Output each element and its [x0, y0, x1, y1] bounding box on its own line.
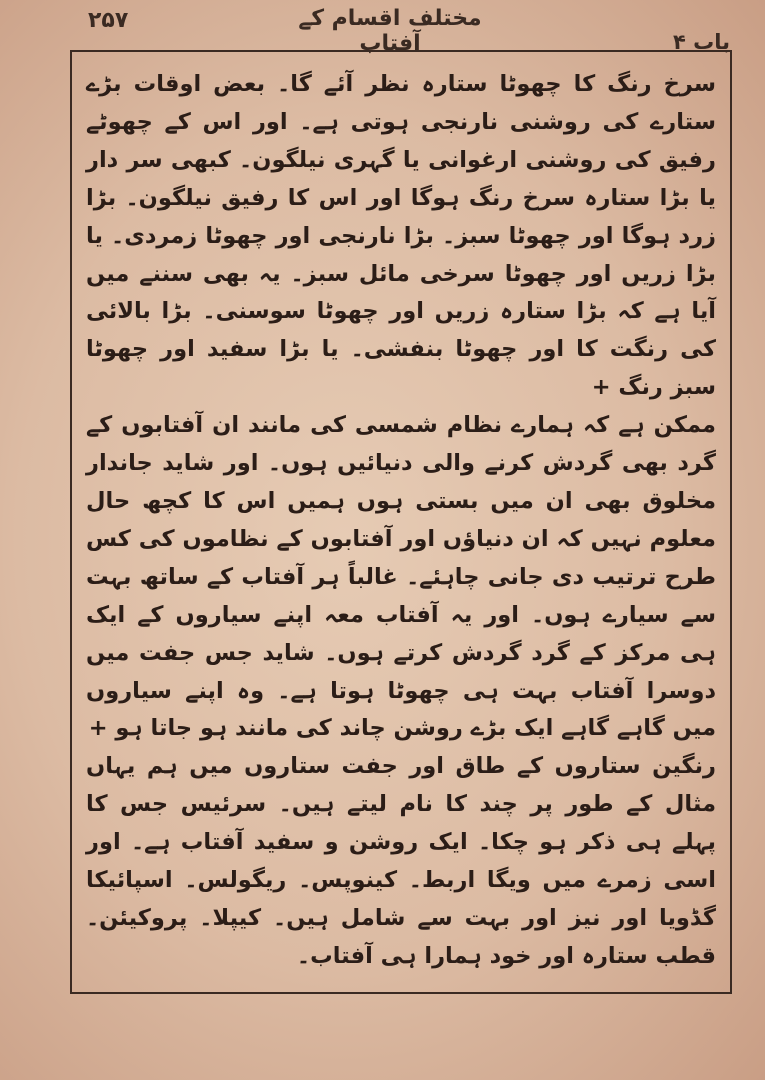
- body-text: [86, 66, 716, 976]
- chapter-label: باب ۴: [672, 30, 730, 54]
- running-title: مختلف اقسام کے آفتاب: [298, 6, 482, 56]
- paragraph-1: سرخ رنگ کا چھوٹا ستارہ نظر آئے گا۔ بعض اوقات بڑے ستارے کی روشنی نارنجی ہوتی ہے۔ اور اس کے چھوٹے رفیق کی روشنی ارغوانی یا گہری نیلگون۔ کبھی سر دار یا بڑا ستارہ سرخ رنگ ہوگا اور اس کا رفیق نیلگون۔ بڑا زرد ہوگا اور چھوٹا سبز۔ بڑا نارنجی اور چھوٹا زمردی۔ یا بڑا زریں اور چھوٹا سرخی مائل سبز۔ یہ بھی سننے میں آیا ہے کہ بڑا ستارہ زریں اور چھوٹا سوسنی۔ بڑا بالائی کی رنگت کا اور چھوٹا بنفشی۔ یا بڑا سفید اور چھوٹا سبز رنگ +: [86, 71, 716, 401]
- page-number: ۲۵۷: [88, 8, 129, 33]
- paragraph-2: ممکن ہے کہ ہمارے نظام شمسی کی مانند ان آفتابوں کے گرد بھی گردش کرنے والی دنیائیں ہوں۔ اور شاید جاندار مخلوق بھی ان میں بستی ہوں ہمیں اس کا کچھ حال معلوم نہیں کہ ان دنیاؤں اور آفتابوں کے نظاموں کی کس طرح ترتیب دی جانی چاہئے۔ غالباً ہر آفتاب کے ساتھ بہت سے سیارے ہوں۔ اور یہ آفتاب معہ اپنے سیاروں کے ایک ہی مرکز کے گرد گردش کرتے ہوں۔ شاید جس جفت میں دوسرا آفتاب بہت ہی چھوٹا ہوتا ہے۔ وہ اپنے سیاروں میں گاہے گاہے ایک بڑے روشن چاند کی مانند ہو جاتا ہو +: [86, 412, 716, 742]
- paragraph-3: رنگین ستاروں کے طاق اور جفت ستاروں میں ہم یہاں مثال کے طور پر چند کا نام لیتے ہیں۔ سرئیس جس کا پہلے ہی ذکر ہو چکا۔ ایک روشن و سفید آفتاب ہے۔ اور اسی زمرے میں ویگا اربط۔ کینوپس۔ ریگولس۔ اسپائیکا گڈویا اور نیز اور بہت سے شامل ہیں۔ کیپلا۔ پروکیئن۔ قطب ستارہ اور خود ہمارا ہی آفتاب۔: [86, 753, 716, 969]
